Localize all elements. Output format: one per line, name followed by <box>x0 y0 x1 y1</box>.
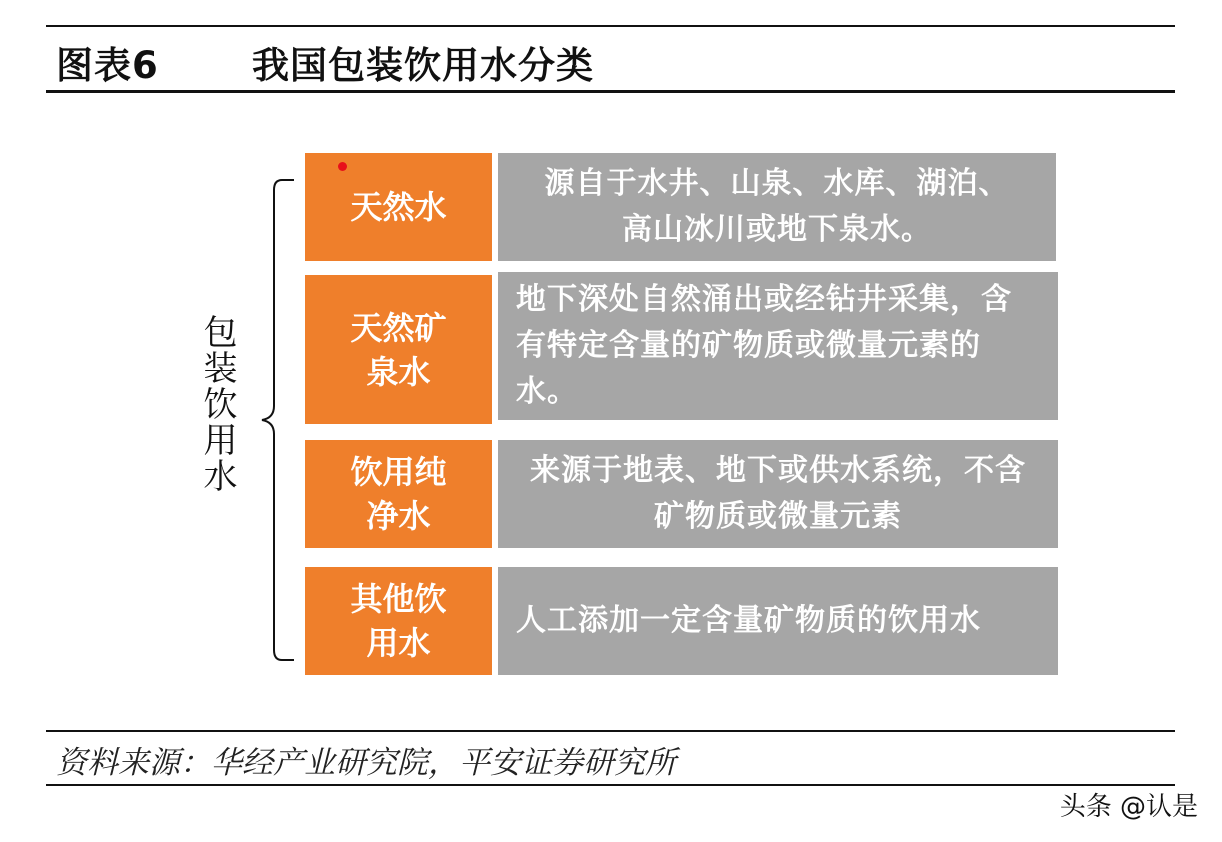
description-text: 地下深处自然涌出或经钻井采集，含有特定含量的矿物质或微量元素的水。 <box>516 282 1012 409</box>
page-title <box>56 34 594 90</box>
root-label: 包装饮用水 <box>197 314 237 494</box>
description-other-drinking-water <box>498 567 1058 675</box>
category-label: 天然矿泉水 <box>350 308 447 391</box>
grouping-brace <box>250 178 298 662</box>
description-text: 人工添加一定含量矿物质的饮用水 <box>516 603 981 638</box>
description-purified-water <box>498 440 1058 548</box>
category-other-drinking-water <box>305 567 492 675</box>
description-text: 源自于水井、山泉、水库、湖泊、高山冰川或地下泉水。 <box>544 166 1010 247</box>
category-purified-water <box>305 440 492 548</box>
description-natural-mineral-water <box>498 272 1058 420</box>
watermark: 头条 @认是 <box>1059 791 1198 822</box>
red-dot-marker <box>338 162 347 171</box>
source-note: 资料来源：华经产业研究院，平安证券研究所 <box>56 744 676 781</box>
category-natural-water <box>305 153 492 261</box>
figure-title: 我国包装饮用水分类 <box>252 44 594 87</box>
description-natural-water <box>498 153 1056 261</box>
figure-number: 图表6 <box>56 44 159 87</box>
category-label: 饮用纯净水 <box>350 453 447 535</box>
category-label: 其他饮用水 <box>350 580 447 662</box>
top-rule <box>46 25 1175 27</box>
category-natural-mineral-water <box>305 275 492 424</box>
source-bottom-rule <box>46 784 1175 786</box>
title-underline <box>46 90 1175 93</box>
category-label: 天然水 <box>350 188 447 226</box>
source-top-rule <box>46 730 1175 732</box>
description-text: 来源于地表、地下或供水系统，不含矿物质或微量元素 <box>530 453 1026 534</box>
